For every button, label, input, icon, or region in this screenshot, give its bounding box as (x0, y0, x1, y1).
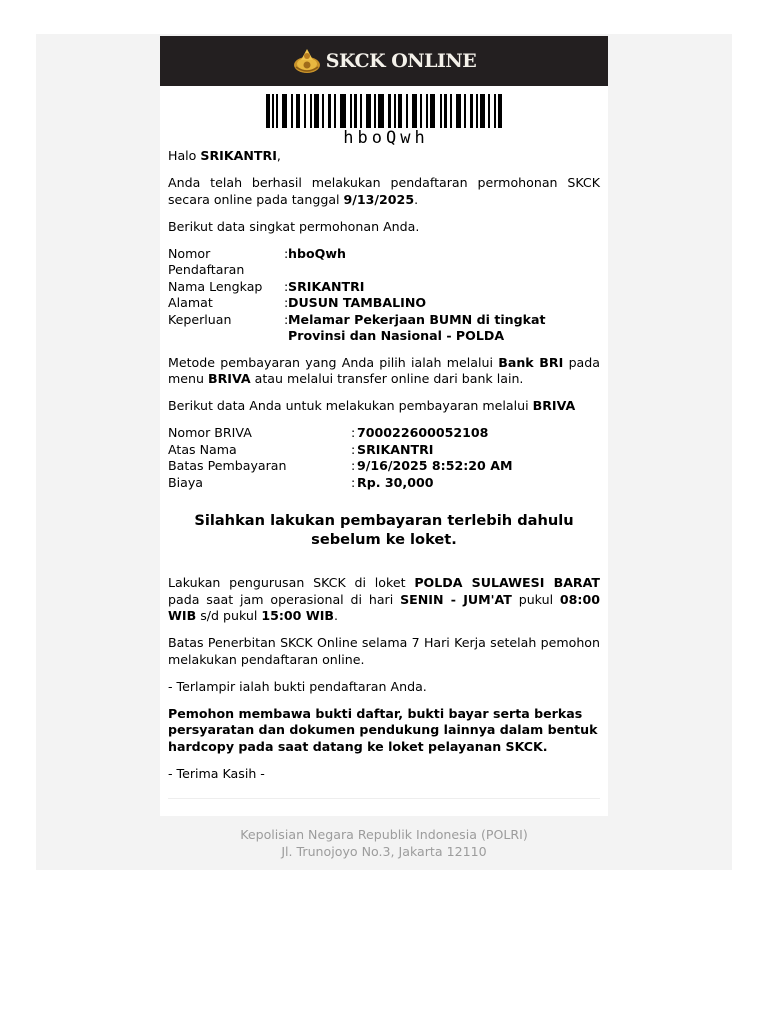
email-card (160, 36, 608, 816)
footer (36, 827, 732, 860)
office-info-text: pukul (511, 591, 560, 607)
payment-table (168, 425, 600, 491)
payment-deadline: 9/16/2025 8:52:20 AM (357, 458, 513, 473)
registration-label: Keperluan (168, 311, 232, 327)
registration-sep: : (284, 245, 289, 261)
greeting-suffix: , (276, 148, 281, 163)
menu-name: BRIVA (207, 371, 251, 386)
payment-sep: : (351, 458, 356, 473)
registration-sep: : (284, 311, 289, 327)
office-days: SENIN - JUM'AT (400, 591, 512, 607)
deadline-paragraph: Batas Penerbitan SKCK Online selama 7 Hari Kerja setelah pemohon melakukan pendaftaran online. (168, 635, 600, 667)
payment-heading-bold: BRIVA (532, 398, 576, 413)
email-body (160, 148, 608, 799)
email-outer-background (36, 34, 732, 870)
header-banner (160, 36, 608, 86)
office-info-text: s/d pukul (196, 608, 262, 623)
full-name: SRIKANTRI (288, 278, 365, 294)
purpose: Melamar Pekerjaan BUMN di tingkat Provinsi dan Nasional - POLDA (288, 311, 546, 343)
office-start-time: 08:00 WIB (168, 591, 600, 623)
payment-sep: : (351, 441, 356, 457)
payment-heading-text: Berikut data Anda untuk melakukan pembayaran melalui (168, 398, 533, 413)
account-name: SRIKANTRI (357, 441, 434, 457)
office-info-paragraph (168, 575, 600, 625)
payment-sep: : (351, 425, 356, 440)
intro-end: . (414, 191, 419, 207)
barcode-image (264, 94, 504, 130)
payment-method-paragraph (168, 355, 600, 388)
summary-heading: Berikut data singkat permohonan Anda. (168, 218, 420, 234)
office-info-text: . (334, 608, 339, 623)
registration-table (168, 246, 600, 345)
payment-label: Nomor BRIVA (168, 425, 252, 440)
registration-label: Alamat (168, 295, 213, 310)
payment-method-text: pada menu (168, 354, 600, 386)
address: DUSUN TAMBALINO (288, 295, 427, 310)
barcode-code: hboQwh (343, 128, 429, 148)
payment-notice: Silahkan lakukan pembayaran terlebih dahulu sebelum ke loket. (194, 512, 574, 548)
greeting-prefix: Halo (168, 148, 201, 163)
skck-logo (292, 47, 477, 75)
police-emblem-icon (292, 47, 322, 75)
reminder-text: Pemohon membawa bukti daftar, bukti bayar serta berkas persyaratan dan dokumen pendukung lainnya dalam bentuk hardcopy pada saat datang ke loket pelayanan SKCK. (168, 705, 598, 754)
footer-org: Kepolisian Negara Republik Indonesia (POLRI) (240, 827, 528, 842)
payment-method-text: Metode pembayaran yang Anda pilih ialah melalui (168, 354, 499, 370)
registration-date: 9/13/2025 (343, 191, 415, 207)
bank-name: Bank BRI (498, 354, 564, 370)
registration-label: Nomor Pendaftaran (168, 245, 245, 277)
payment-method-text: atau melalui transfer online dari bank lain. (250, 371, 524, 386)
payment-label: Atas Nama (168, 441, 237, 457)
intro-text: Anda telah berhasil melakukan pendaftaran permohonan SKCK secara online pada tanggal (168, 175, 600, 207)
footer-address: Jl. Trunojoyo No.3, Jakarta 12110 (281, 843, 487, 859)
divider (168, 798, 600, 799)
fee: Rp. 30,000 (357, 474, 434, 490)
closing-text: - Terima Kasih - (168, 765, 265, 781)
registration-label: Nama Lengkap (168, 278, 263, 294)
logo-text: SKCK ONLINE (325, 50, 477, 72)
payment-label: Biaya (168, 474, 204, 490)
registration-sep: : (284, 278, 289, 294)
greeting (168, 148, 600, 165)
office-info-text: Lakukan pengurusan SKCK di loket (168, 575, 415, 590)
office-end-time: 15:00 WIB (261, 608, 335, 623)
payment-heading (168, 398, 600, 415)
office-info-text: pada saat jam operasional di hari (168, 591, 401, 607)
registration-sep: : (284, 295, 289, 310)
registration-number: hboQwh (288, 245, 346, 261)
payment-sep: : (351, 474, 356, 490)
reminder-paragraph (168, 706, 600, 756)
intro-paragraph (168, 175, 600, 208)
attachment-note: - Terlampir ialah bukti pendaftaran Anda. (168, 678, 427, 694)
payment-label: Batas Pembayaran (168, 458, 287, 473)
greeting-name: SRIKANTRI (200, 148, 277, 163)
office-name: POLDA SULAWESI BARAT (414, 575, 600, 590)
briva-number: 700022600052108 (357, 425, 489, 440)
